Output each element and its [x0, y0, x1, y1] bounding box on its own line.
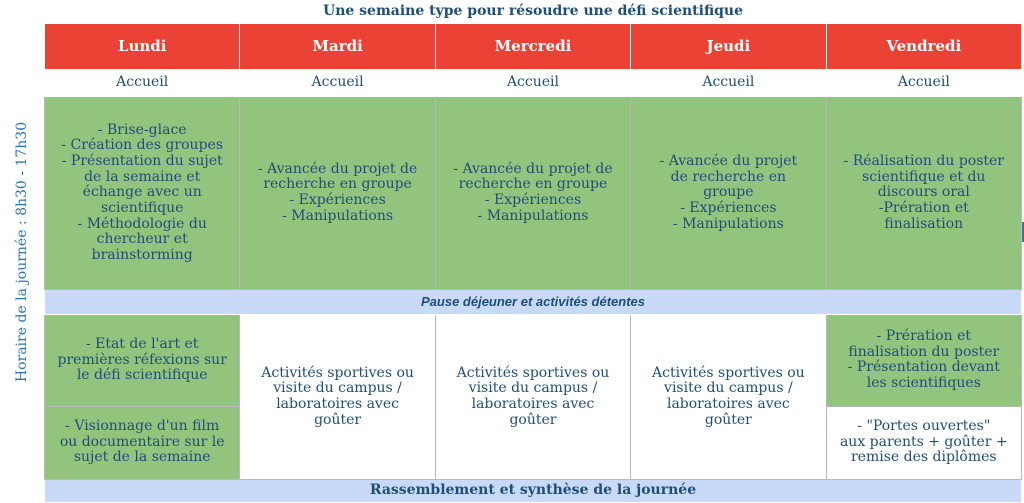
text-line: - Réalisation du poster — [843, 152, 1004, 169]
text-line: - Avancée du projet de — [453, 160, 613, 177]
text-line: le défi scientifique — [76, 367, 208, 384]
accueil-mardi: Accueil — [240, 69, 435, 96]
text-line: goûter — [509, 411, 557, 428]
text-line: discours oral — [877, 184, 970, 201]
morning-jeudi — [631, 97, 826, 290]
text-line: - Expériences — [484, 192, 582, 209]
text-line: visite du campus / — [664, 380, 793, 397]
morning-mardi — [240, 97, 435, 290]
schedule-hours-label — [0, 0, 44, 503]
text-line: - Manipulations — [672, 215, 784, 232]
text-line: scientifique — [100, 199, 184, 216]
text-line: échange avec un — [82, 184, 202, 201]
accueil-jeudi: Accueil — [631, 69, 826, 96]
day-header-jeudi: Jeudi — [631, 24, 826, 70]
text-line: finalisation du poster — [848, 343, 1000, 360]
text-line: - Avancée du projet — [659, 152, 798, 169]
text-line: recherche en groupe — [458, 176, 608, 193]
afternoon-vendredi-part1 — [826, 315, 1021, 406]
schedule-title: Une semaine type pour résoudre une défi scientifique — [45, 1, 1022, 24]
afternoon-lundi-part2 — [45, 406, 240, 479]
text-line: ou documentaire sur le — [59, 433, 225, 450]
day-header-mardi: Mardi — [240, 24, 435, 70]
afternoon-mercredi — [435, 315, 630, 479]
text-line: de recherche en — [670, 168, 787, 185]
text-line: - Expériences — [289, 192, 386, 209]
text-line: laboratoires avec — [666, 395, 790, 412]
afternoon-jeudi — [631, 315, 826, 479]
text-line: Activités sportives ou — [652, 364, 805, 381]
text-line: laboratoires avec — [276, 395, 399, 412]
morning-mercredi — [435, 97, 630, 290]
text-line: goûter — [314, 411, 362, 428]
text-line: - Visionnage d'un film — [65, 418, 220, 435]
accueil-vendredi: Accueil — [826, 69, 1021, 96]
text-line: - Brise-glace — [97, 121, 187, 138]
text-line: sujet de la semaine — [73, 449, 211, 466]
afternoon-mardi — [240, 315, 435, 479]
text-line: premières réfexions sur — [57, 351, 227, 368]
text-line: goûter — [704, 411, 752, 428]
text-line: brainstorming — [91, 247, 193, 263]
text-line: laboratoires avec — [471, 395, 595, 412]
closing-banner: Rassemblement et synthèse de la journée — [45, 479, 1022, 502]
text-line: Activités sportives ou — [261, 364, 414, 381]
accueil-lundi: Accueil — [45, 69, 240, 96]
afternoon-lundi-part1 — [45, 315, 240, 406]
text-line: visite du campus / — [273, 380, 402, 397]
morning-vendredi — [826, 97, 1021, 290]
accueil-mercredi: Accueil — [435, 69, 630, 96]
day-header-mercredi: Mercredi — [435, 24, 630, 70]
text-line: visite du campus / — [468, 380, 598, 397]
text-line: - Etat de l'art et — [85, 335, 199, 352]
text-line: - Avancée du projet de — [257, 160, 418, 177]
pause-dejeuner-banner: Pause déjeuner et activités détentes — [45, 289, 1022, 314]
weekly-schedule-table — [44, 0, 1022, 503]
text-line: - Méthodologie du — [77, 215, 207, 232]
day-header-lundi: Lundi — [45, 24, 240, 70]
text-line: recherche en groupe — [263, 176, 412, 193]
text-line: scientifique et du — [862, 168, 986, 185]
hours-text: Horaire de la journée : 8h30 - 17h30 — [14, 121, 31, 382]
text-line: aux parents + goûter + — [839, 433, 1008, 450]
text-line: chercheur et — [96, 231, 188, 248]
text-line: Activités sportives ou — [456, 364, 610, 381]
afternoon-vendredi-part2 — [826, 406, 1021, 479]
text-line: finalisation — [884, 215, 964, 232]
morning-lundi — [45, 97, 240, 290]
text-line: - Présentation du sujet — [61, 152, 223, 169]
text-line: - Présentation devant — [847, 359, 1000, 376]
text-line: les scientifiques — [866, 375, 981, 392]
text-line: - Manipulations — [282, 207, 394, 224]
text-line: de la semaine et — [84, 168, 201, 185]
text-line: - Expériences — [680, 199, 777, 216]
text-line: - "Portes ouvertes" — [857, 418, 991, 435]
text-line: - Création des groupes — [61, 137, 224, 154]
text-line: - Manipulations — [477, 207, 589, 224]
text-line: - Prération et — [876, 328, 972, 345]
text-line: -Prération et — [878, 199, 969, 216]
day-header-vendredi: Vendredi — [826, 24, 1021, 70]
text-line: remise des diplômes — [850, 449, 997, 466]
text-line: groupe — [703, 184, 754, 201]
